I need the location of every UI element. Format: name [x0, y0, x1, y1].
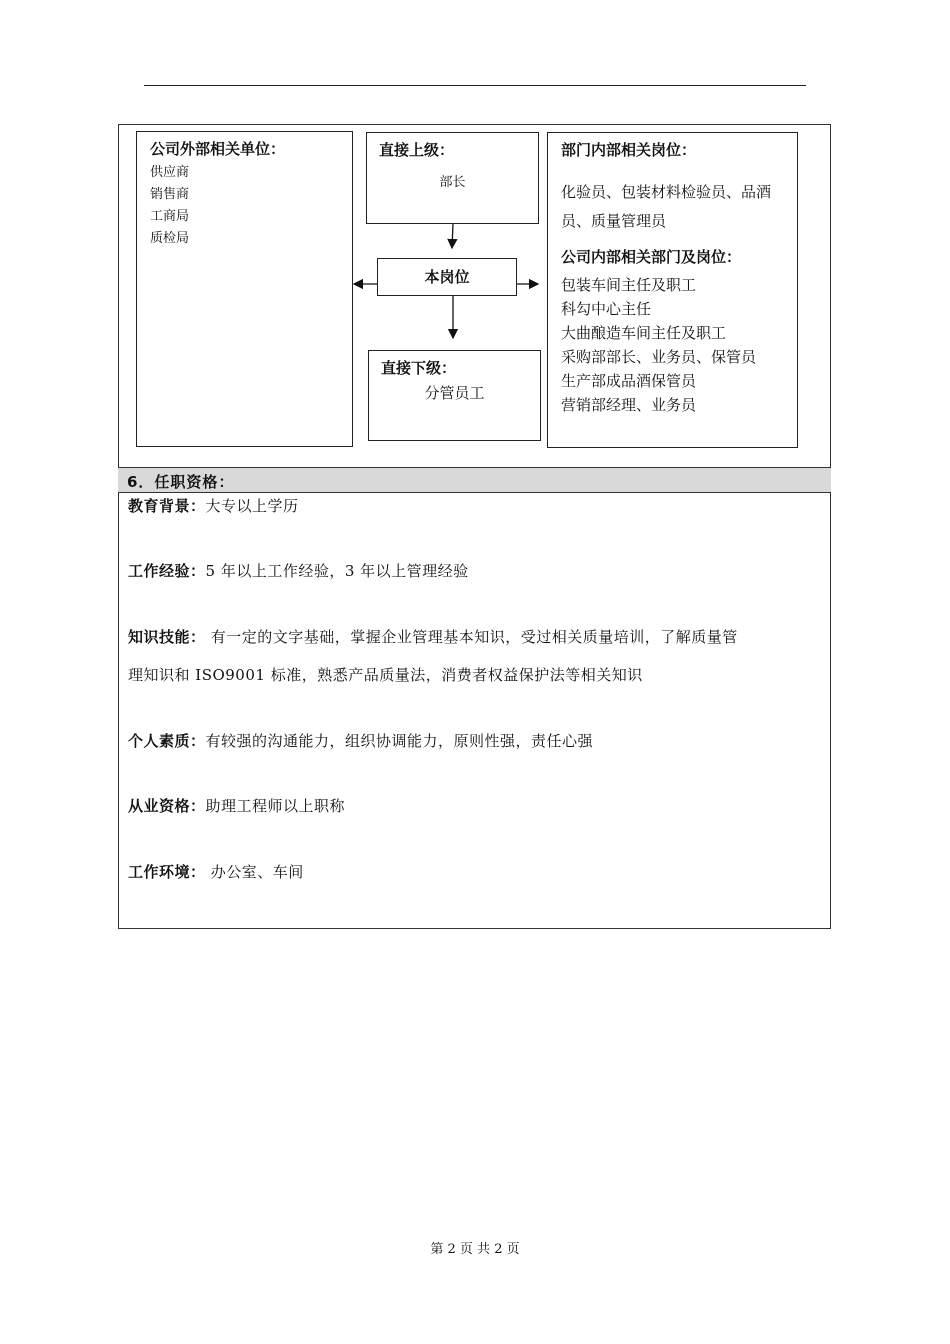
row-label: 知识技能：	[128, 628, 206, 646]
dept-internal-title: 部门内部相关岗位：	[561, 141, 697, 159]
org-relationship-diagram	[118, 124, 831, 467]
dept-internal-line: 员、质量管理员	[561, 212, 667, 230]
qualification-experience	[128, 552, 469, 590]
qualification-education	[128, 487, 299, 525]
diagram-arrows	[118, 124, 831, 467]
arrow-superior-to-self	[452, 224, 453, 248]
list-item: 销售商	[150, 187, 190, 202]
direct-subordinate-value: 分管员工	[424, 384, 485, 402]
list-item: 采购部部长、业务员、保管员	[561, 348, 757, 366]
qualification-environment	[128, 853, 304, 891]
qualification-knowledge	[128, 618, 738, 656]
row-value: 助理工程师以上职称	[205, 797, 346, 815]
company-internal-title: 公司内部相关部门及岗位：	[561, 248, 742, 266]
list-item: 包装车间主任及职工	[561, 276, 697, 294]
row-label: 教育背景：	[128, 497, 206, 515]
section-title: 6．任职资格：	[127, 473, 235, 491]
qualification-knowledge-cont	[128, 656, 643, 694]
row-label: 从业资格：	[128, 797, 206, 815]
direct-subordinate-title: 直接下级：	[381, 359, 457, 377]
dept-internal-line: 化验员、包装材料检验员、品酒	[561, 183, 772, 201]
row-value: 理知识和 ISO9001 标准，熟悉产品质量法，消费者权益保护法等相关知识	[128, 666, 643, 684]
page-number: 第 2 页 共 2 页	[430, 1242, 520, 1257]
external-units-title: 公司外部相关单位：	[150, 140, 286, 158]
row-value: 有较强的沟通能力，组织协调能力，原则性强，责任心强	[205, 732, 594, 750]
list-item: 大曲酿造车间主任及职工	[561, 324, 727, 342]
list-item: 供应商	[150, 165, 190, 180]
row-value: 大专以上学历	[205, 497, 299, 515]
qualification-certification	[128, 787, 345, 825]
direct-superior-value: 部长	[439, 175, 466, 190]
row-value: 5 年以上工作经验，3 年以上管理经验	[205, 562, 469, 580]
list-item: 营销部经理、业务员	[561, 396, 697, 414]
list-item: 生产部成品酒保管员	[561, 372, 697, 390]
direct-superior-title: 直接上级：	[379, 141, 455, 159]
row-label: 个人素质：	[128, 732, 206, 750]
row-value: 有一定的文字基础，掌握企业管理基本知识，受过相关质量培训，了解质量管	[205, 628, 738, 646]
list-item: 质检局	[150, 231, 190, 246]
list-item: 科勾中心主任	[561, 300, 652, 318]
row-label: 工作经验：	[128, 562, 206, 580]
current-position-title: 本岗位	[424, 268, 470, 286]
row-label: 工作环境：	[128, 863, 206, 881]
list-item: 工商局	[150, 209, 190, 224]
header-rule	[144, 85, 806, 86]
qualification-personal	[128, 722, 593, 760]
row-value: 办公室、车间	[205, 863, 304, 881]
